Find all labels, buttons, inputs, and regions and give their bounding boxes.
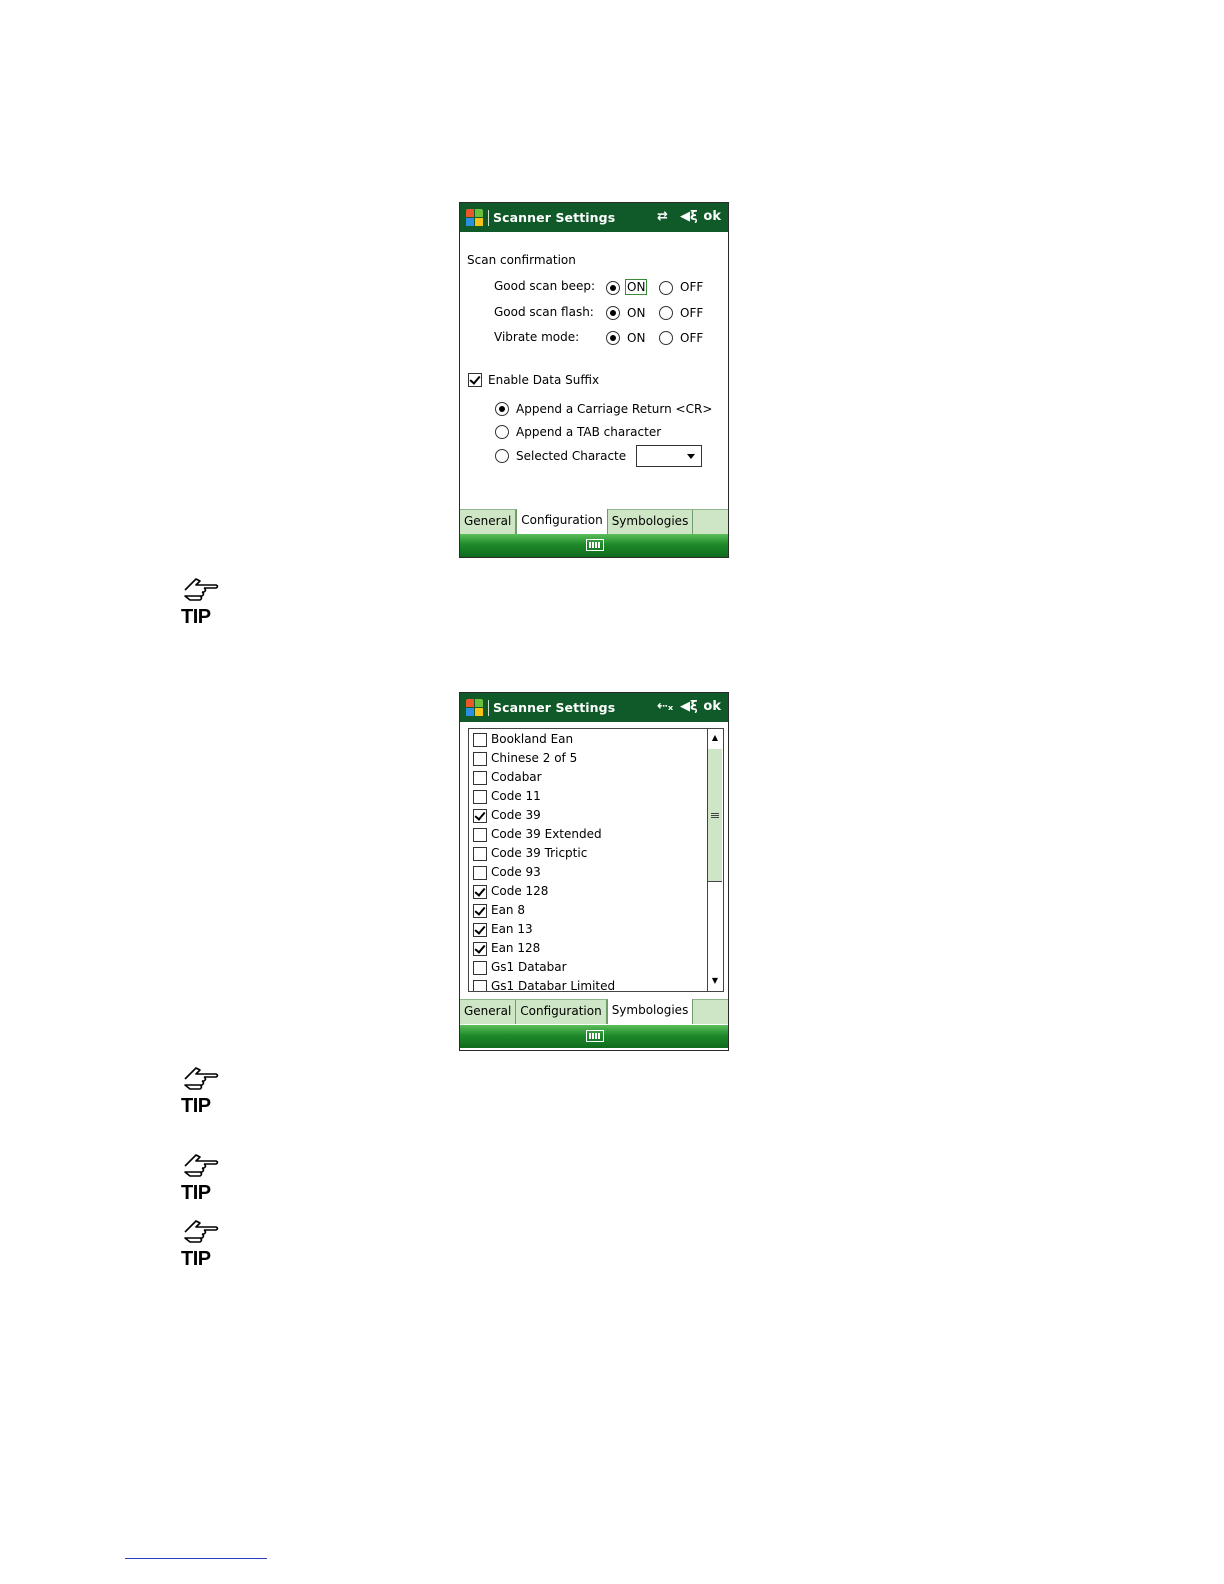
- symbology-checkbox[interactable]: [473, 752, 487, 766]
- selected-character-label[interactable]: Selected Characte: [516, 449, 627, 463]
- windows-start-icon[interactable]: [466, 209, 484, 227]
- symbology-checkbox[interactable]: [473, 866, 487, 880]
- symbologies-panel: [460, 722, 728, 999]
- tab-general[interactable]: General: [460, 1000, 516, 1024]
- configuration-panel: [460, 232, 728, 509]
- window-title: Scanner Settings: [493, 210, 616, 225]
- speaker-icon[interactable]: ◀ξ: [680, 699, 698, 714]
- symbology-label: Code 39 Extended: [491, 827, 602, 841]
- symbology-label: Code 128: [491, 884, 549, 898]
- vibrate-mode-label: Vibrate mode:: [494, 330, 580, 344]
- symbology-label: Ean 8: [491, 903, 525, 917]
- good-scan-flash-on-radio[interactable]: [606, 306, 620, 320]
- selected-character-dropdown[interactable]: [636, 445, 702, 467]
- symbology-label: Code 39: [491, 808, 541, 822]
- symbology-checkbox[interactable]: [473, 771, 487, 785]
- title-separator: [488, 210, 489, 226]
- pointing-hand-icon: [182, 576, 220, 606]
- symbology-checkbox[interactable]: [473, 790, 487, 804]
- symbology-list[interactable]: [468, 728, 724, 992]
- tip-label: TIP: [181, 1095, 211, 1117]
- tab-symbologies[interactable]: Symbologies: [608, 510, 694, 534]
- tip-callout: [180, 576, 222, 632]
- title-bar: [460, 203, 728, 232]
- good-scan-flash-label: Good scan flash:: [494, 305, 594, 319]
- scroll-down-arrow[interactable]: ▼: [711, 976, 719, 985]
- symbology-checkbox[interactable]: [473, 904, 487, 918]
- good-scan-beep-on-radio[interactable]: [606, 281, 620, 295]
- scroll-up-arrow[interactable]: ▲: [711, 733, 719, 742]
- vibrate-mode-off-radio[interactable]: [659, 331, 673, 345]
- keyboard-icon[interactable]: [586, 539, 604, 551]
- scroll-thumb[interactable]: [708, 749, 722, 882]
- connectivity-icon[interactable]: ⇄: [657, 209, 668, 224]
- tip-label: TIP: [181, 1248, 211, 1270]
- symbology-checkbox[interactable]: [473, 961, 487, 975]
- enable-data-suffix-checkbox[interactable]: [468, 373, 482, 387]
- symbology-checkbox[interactable]: [473, 980, 487, 992]
- symbology-label: Code 93: [491, 865, 541, 879]
- enable-data-suffix-label[interactable]: Enable Data Suffix: [488, 373, 600, 387]
- tab-bar: [460, 509, 728, 534]
- symbology-checkbox[interactable]: [473, 885, 487, 899]
- symbology-label: Gs1 Databar: [491, 960, 567, 974]
- tab-symbologies[interactable]: Symbologies: [607, 999, 694, 1024]
- tip-label: TIP: [181, 606, 211, 628]
- tab-configuration[interactable]: Configuration: [516, 509, 607, 534]
- append-cr-radio[interactable]: [495, 402, 509, 416]
- good-scan-beep-label: Good scan beep:: [494, 279, 596, 293]
- symbology-label: Code 39 Tricptic: [491, 846, 588, 860]
- vibrate-mode-on-label[interactable]: ON: [627, 331, 646, 345]
- pointing-hand-icon: [182, 1218, 220, 1248]
- symbology-label: Ean 13: [491, 922, 533, 936]
- append-tab-label[interactable]: Append a TAB character: [516, 425, 662, 439]
- tip-callout: [180, 1218, 222, 1274]
- pointing-hand-icon: [182, 1065, 220, 1095]
- tab-bar: [460, 999, 728, 1024]
- symbology-checkbox[interactable]: [473, 733, 487, 747]
- symbology-label: Chinese 2 of 5: [491, 751, 578, 765]
- symbology-label: Codabar: [491, 770, 542, 784]
- symbology-checkbox[interactable]: [473, 828, 487, 842]
- scan-confirmation-heading: Scan confirmation: [467, 253, 576, 267]
- footnote-divider: [125, 1558, 267, 1559]
- vibrate-mode-on-radio[interactable]: [606, 331, 620, 345]
- ok-button[interactable]: ok: [703, 699, 721, 714]
- good-scan-flash-off-radio[interactable]: [659, 306, 673, 320]
- good-scan-flash-on-label[interactable]: ON: [627, 306, 646, 320]
- title-separator: [488, 700, 489, 716]
- ok-button[interactable]: ok: [703, 209, 721, 224]
- good-scan-flash-off-label[interactable]: OFF: [680, 306, 704, 320]
- selected-character-radio[interactable]: [495, 449, 509, 463]
- tip-callout: [180, 1152, 222, 1208]
- vertical-scrollbar[interactable]: [707, 729, 723, 991]
- scanner-settings-symbologies-screen: [459, 692, 729, 1051]
- connectivity-icon[interactable]: ⇠ₓ: [657, 699, 674, 714]
- symbology-label: Bookland Ean: [491, 732, 574, 746]
- soft-key-bar: [460, 534, 728, 557]
- symbology-checkbox[interactable]: [473, 847, 487, 861]
- symbology-checkbox[interactable]: [473, 942, 487, 956]
- keyboard-icon[interactable]: [586, 1030, 604, 1042]
- symbology-label: Gs1 Databar Limited: [491, 979, 616, 992]
- tab-configuration[interactable]: Configuration: [516, 1000, 606, 1024]
- title-bar: [460, 693, 728, 722]
- soft-key-bar: [460, 1025, 728, 1048]
- good-scan-beep-off-label[interactable]: OFF: [680, 280, 704, 294]
- scanner-settings-configuration-screen: [459, 202, 729, 558]
- windows-start-icon[interactable]: [466, 699, 484, 717]
- symbology-checkbox[interactable]: [473, 923, 487, 937]
- tip-label: TIP: [181, 1182, 211, 1204]
- speaker-icon[interactable]: ◀ξ: [680, 209, 698, 224]
- good-scan-beep-on-label[interactable]: ON: [627, 280, 646, 294]
- good-scan-beep-off-radio[interactable]: [659, 281, 673, 295]
- vibrate-mode-off-label[interactable]: OFF: [680, 331, 704, 345]
- symbology-label: Code 11: [491, 789, 541, 803]
- append-tab-radio[interactable]: [495, 425, 509, 439]
- pointing-hand-icon: [182, 1152, 220, 1182]
- append-cr-label[interactable]: Append a Carriage Return <CR>: [516, 402, 713, 416]
- tip-callout: [180, 1065, 222, 1121]
- symbology-checkbox[interactable]: [473, 809, 487, 823]
- window-title: Scanner Settings: [493, 700, 616, 715]
- symbology-label: Ean 128: [491, 941, 541, 955]
- tab-general[interactable]: General: [460, 510, 516, 534]
